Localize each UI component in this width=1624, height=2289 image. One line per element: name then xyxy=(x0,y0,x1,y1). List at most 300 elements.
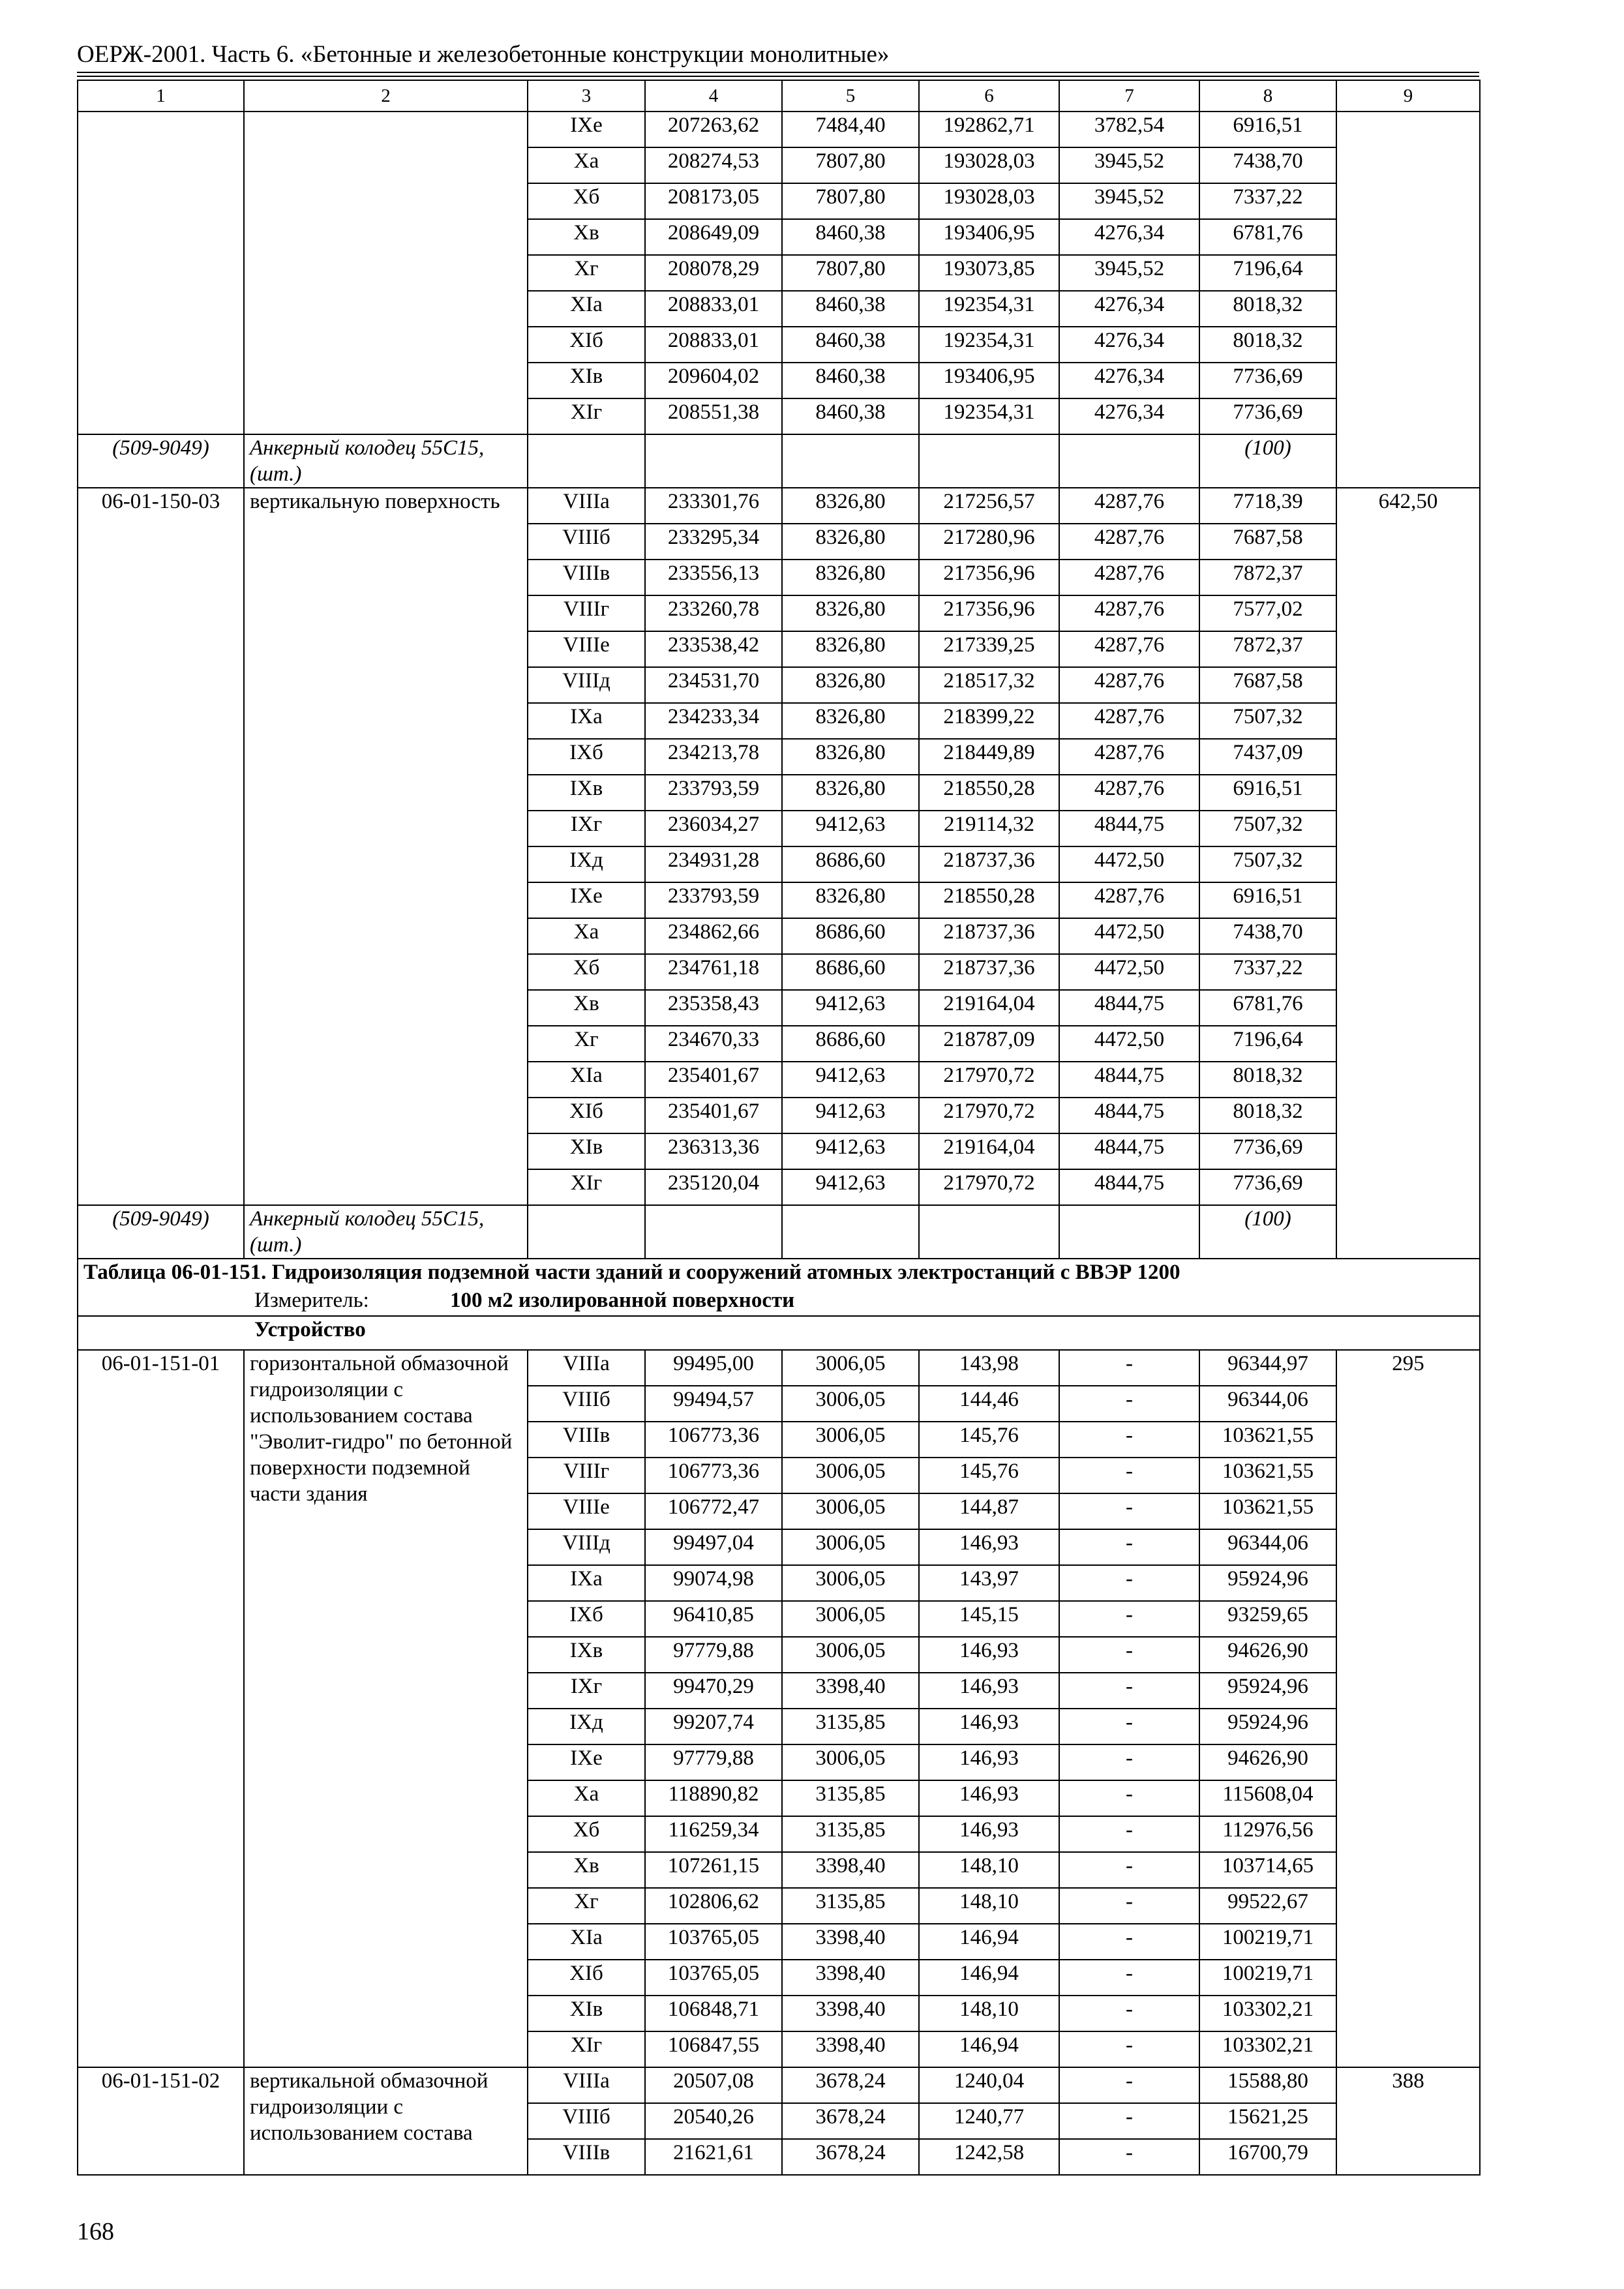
table-cell: 217356,96 xyxy=(919,595,1059,631)
table-cell: 8460,38 xyxy=(782,398,919,434)
table-cell: 218737,36 xyxy=(919,954,1059,990)
table-cell: IXб xyxy=(528,739,645,775)
table-cell: 234670,33 xyxy=(645,1026,782,1062)
table-cell: XIг xyxy=(528,1169,645,1205)
table-cell: 96344,06 xyxy=(1199,1386,1336,1422)
table-cell: 8686,60 xyxy=(782,918,919,954)
section-row xyxy=(78,1316,1480,1350)
section-heading-text: Устройство xyxy=(254,1318,366,1341)
table-cell: VIIIб xyxy=(528,524,645,560)
table-cell: XIв xyxy=(528,1133,645,1169)
table-cell: 217339,25 xyxy=(919,631,1059,667)
table-cell: 3006,05 xyxy=(782,1637,919,1673)
table-cell: 8326,80 xyxy=(782,775,919,811)
table-cell: 208551,38 xyxy=(645,398,782,434)
table-cell: 146,93 xyxy=(919,1637,1059,1673)
table-cell: - xyxy=(1059,1565,1199,1601)
table-title-text: Таблица 06-01-151. Гидроизоляция подземной части зданий и сооружений атомных электростанций с ВВЭР 1200 xyxy=(83,1261,1180,1284)
table-cell: 8686,60 xyxy=(782,846,919,882)
table-cell: 9412,63 xyxy=(782,1169,919,1205)
table-cell: VIIIа xyxy=(528,2067,645,2103)
table-cell: - xyxy=(1059,1458,1199,1493)
table-cell: 9412,63 xyxy=(782,1133,919,1169)
table-cell: 236313,36 xyxy=(645,1133,782,1169)
table-cell: VIIIб xyxy=(528,2103,645,2139)
table-cell: 15621,25 xyxy=(1199,2103,1336,2139)
table-cell: 8686,60 xyxy=(782,1026,919,1062)
column-number: 2 xyxy=(244,80,528,112)
table-cell: IXд xyxy=(528,1709,645,1744)
table-cell: 146,93 xyxy=(919,1744,1059,1780)
table-cell: 4276,34 xyxy=(1059,398,1199,434)
table-cell: 145,15 xyxy=(919,1601,1059,1637)
table-cell xyxy=(528,434,645,488)
table-cell: 7687,58 xyxy=(1199,667,1336,703)
table-cell: 7872,37 xyxy=(1199,631,1336,667)
table-cell: 8326,80 xyxy=(782,631,919,667)
table-cell: 106773,36 xyxy=(645,1458,782,1493)
table-cell: 3398,40 xyxy=(782,1852,919,1888)
table-cell: 146,93 xyxy=(919,1709,1059,1744)
table-cell: 7437,09 xyxy=(1199,739,1336,775)
table-cell: 20507,08 xyxy=(645,2067,782,2103)
table-cell: 8326,80 xyxy=(782,560,919,595)
table-cell: 218550,28 xyxy=(919,775,1059,811)
table-cell: 103765,05 xyxy=(645,1960,782,1996)
section-heading xyxy=(78,1316,1480,1350)
table-cell: 146,93 xyxy=(919,1816,1059,1852)
table-cell: 218550,28 xyxy=(919,882,1059,918)
header-rule xyxy=(77,72,1479,73)
column-9-value: 295 xyxy=(1336,1350,1480,2067)
table-cell: - xyxy=(1059,1924,1199,1960)
table-cell: 146,93 xyxy=(919,1529,1059,1565)
table-cell: 217970,72 xyxy=(919,1169,1059,1205)
table-cell: VIIIв xyxy=(528,2139,645,2175)
table-cell: 209604,02 xyxy=(645,363,782,398)
table-cell: XIб xyxy=(528,1960,645,1996)
column-number: 4 xyxy=(645,80,782,112)
table-title-row xyxy=(78,1259,1480,1316)
table-cell: 193406,95 xyxy=(919,363,1059,398)
table-cell: 234761,18 xyxy=(645,954,782,990)
table-cell: 9412,63 xyxy=(782,990,919,1026)
work-description: вертикальную поверхность xyxy=(244,488,528,1205)
table-cell: 235401,67 xyxy=(645,1098,782,1133)
table-cell xyxy=(645,434,782,488)
table-cell: XIа xyxy=(528,1062,645,1098)
table-cell: 6781,76 xyxy=(1199,219,1336,255)
page-number: 168 xyxy=(77,2218,114,2245)
table-cell: 95924,96 xyxy=(1199,1565,1336,1601)
column-9-value xyxy=(1336,112,1480,488)
table-cell: 233793,59 xyxy=(645,882,782,918)
table-cell: IXв xyxy=(528,1637,645,1673)
table-cell: Xв xyxy=(528,1852,645,1888)
column-9-value: 642,50 xyxy=(1336,488,1480,1259)
table-row xyxy=(78,488,1480,524)
table-cell: 96410,85 xyxy=(645,1601,782,1637)
table-cell: 192354,31 xyxy=(919,398,1059,434)
work-description xyxy=(244,112,528,434)
table-cell: 7577,02 xyxy=(1199,595,1336,631)
table-cell: - xyxy=(1059,1493,1199,1529)
table-cell: 94626,90 xyxy=(1199,1744,1336,1780)
table-cell: 4276,34 xyxy=(1059,327,1199,363)
table-cell: 8460,38 xyxy=(782,327,919,363)
table-cell: VIIIг xyxy=(528,1458,645,1493)
column-9-value: 388 xyxy=(1336,2067,1480,2175)
table-cell: 3398,40 xyxy=(782,1924,919,1960)
table-cell: VIIIа xyxy=(528,488,645,524)
table-cell: 218737,36 xyxy=(919,846,1059,882)
table-cell: 4287,76 xyxy=(1059,631,1199,667)
table-cell: 115608,04 xyxy=(1199,1780,1336,1816)
table-cell xyxy=(645,1205,782,1259)
table-cell: 7687,58 xyxy=(1199,524,1336,560)
table-cell: 193406,95 xyxy=(919,219,1059,255)
table-cell: 217256,57 xyxy=(919,488,1059,524)
table-cell: 96344,06 xyxy=(1199,1529,1336,1565)
table-cell: 116259,34 xyxy=(645,1816,782,1852)
table-cell: 103621,55 xyxy=(1199,1458,1336,1493)
table-cell: 233295,34 xyxy=(645,524,782,560)
table-cell: - xyxy=(1059,1996,1199,2031)
table-cell: 233301,76 xyxy=(645,488,782,524)
table-cell: 112976,56 xyxy=(1199,1816,1336,1852)
column-number: 8 xyxy=(1199,80,1336,112)
table-cell: 146,93 xyxy=(919,1780,1059,1816)
table-cell: 234531,70 xyxy=(645,667,782,703)
table-cell: 97779,88 xyxy=(645,1637,782,1673)
table-cell: 233793,59 xyxy=(645,775,782,811)
table-cell: - xyxy=(1059,1744,1199,1780)
table-cell: - xyxy=(1059,1350,1199,1386)
table-cell: 7736,69 xyxy=(1199,363,1336,398)
table-cell: 3945,52 xyxy=(1059,255,1199,291)
table-cell: 7196,64 xyxy=(1199,1026,1336,1062)
table-cell: 9412,63 xyxy=(782,811,919,846)
table-cell: 233260,78 xyxy=(645,595,782,631)
table-cell: Xв xyxy=(528,990,645,1026)
table-cell: 192354,31 xyxy=(919,291,1059,327)
table-cell: 145,76 xyxy=(919,1422,1059,1458)
table-cell: 6916,51 xyxy=(1199,775,1336,811)
table-cell: 7807,80 xyxy=(782,183,919,219)
table-cell: 233556,13 xyxy=(645,560,782,595)
work-description: горизонтальной обмазочной гидроизоляции с использованием состава "Эволит-гидро" по бетонной поверхности подземной части здания xyxy=(244,1350,528,2067)
table-cell: 193028,03 xyxy=(919,147,1059,183)
table-cell: - xyxy=(1059,1637,1199,1673)
table-cell: 99522,67 xyxy=(1199,1888,1336,1924)
table-cell: XIб xyxy=(528,1098,645,1133)
table-cell: VIIIа xyxy=(528,1350,645,1386)
table-cell: Xб xyxy=(528,1816,645,1852)
table-cell xyxy=(1059,434,1199,488)
table-cell: 4287,76 xyxy=(1059,775,1199,811)
table-cell: 4276,34 xyxy=(1059,363,1199,398)
table-cell: Xг xyxy=(528,1026,645,1062)
table-cell: 4287,76 xyxy=(1059,560,1199,595)
table-cell: 3945,52 xyxy=(1059,183,1199,219)
table-cell: 3678,24 xyxy=(782,2067,919,2103)
table-cell: Xг xyxy=(528,1888,645,1924)
table-row xyxy=(78,2067,1480,2103)
table-cell: 7337,22 xyxy=(1199,183,1336,219)
table-cell: 4472,50 xyxy=(1059,954,1199,990)
table-cell: 1240,04 xyxy=(919,2067,1059,2103)
table-cell: 218787,09 xyxy=(919,1026,1059,1062)
table-cell: Xа xyxy=(528,1780,645,1816)
table-cell: 99497,04 xyxy=(645,1529,782,1565)
table-cell: 8018,32 xyxy=(1199,1098,1336,1133)
table-cell: 208173,05 xyxy=(645,183,782,219)
table-cell: IXа xyxy=(528,703,645,739)
table-cell: 3945,52 xyxy=(1059,147,1199,183)
table-cell: 4276,34 xyxy=(1059,291,1199,327)
table-cell: 4287,76 xyxy=(1059,667,1199,703)
table-cell: 146,93 xyxy=(919,1673,1059,1709)
table-cell: 4287,76 xyxy=(1059,882,1199,918)
table-cell: 95924,96 xyxy=(1199,1709,1336,1744)
table-cell: 7196,64 xyxy=(1199,255,1336,291)
table-cell: VIIIг xyxy=(528,595,645,631)
anchor-code: (509-9049) xyxy=(78,1205,244,1259)
table-cell: - xyxy=(1059,1601,1199,1637)
table-cell: XIг xyxy=(528,398,645,434)
table-cell: 145,76 xyxy=(919,1458,1059,1493)
table-cell: 7507,32 xyxy=(1199,811,1336,846)
table-cell: 3006,05 xyxy=(782,1458,919,1493)
anchor-quantity: (100) xyxy=(1199,434,1336,488)
table-cell: 7736,69 xyxy=(1199,1133,1336,1169)
table-cell: 95924,96 xyxy=(1199,1673,1336,1709)
table-cell: 235358,43 xyxy=(645,990,782,1026)
table-cell: 208833,01 xyxy=(645,291,782,327)
table-cell: 234931,28 xyxy=(645,846,782,882)
rate-code xyxy=(78,112,244,434)
table-cell: 99495,00 xyxy=(645,1350,782,1386)
table-cell: 21621,61 xyxy=(645,2139,782,2175)
table-cell: 6916,51 xyxy=(1199,882,1336,918)
table-cell xyxy=(782,1205,919,1259)
table-cell: 217970,72 xyxy=(919,1062,1059,1098)
table-cell: 4276,34 xyxy=(1059,219,1199,255)
table-cell: 234213,78 xyxy=(645,739,782,775)
table-cell: 208649,09 xyxy=(645,219,782,255)
table-cell: 8326,80 xyxy=(782,882,919,918)
table-cell: 3135,85 xyxy=(782,1780,919,1816)
table-cell: 15588,80 xyxy=(1199,2067,1336,2103)
table-cell: 217970,72 xyxy=(919,1098,1059,1133)
table-cell: 4472,50 xyxy=(1059,918,1199,954)
table-cell: 3006,05 xyxy=(782,1350,919,1386)
table-cell: VIIIд xyxy=(528,1529,645,1565)
table-cell: 102806,62 xyxy=(645,1888,782,1924)
table-cell: 192354,31 xyxy=(919,327,1059,363)
table-cell: - xyxy=(1059,1816,1199,1852)
table-cell: - xyxy=(1059,2067,1199,2103)
table-cell: 100219,71 xyxy=(1199,1924,1336,1960)
table-cell: IXг xyxy=(528,1673,645,1709)
table-cell: 7807,80 xyxy=(782,147,919,183)
table-cell: 7736,69 xyxy=(1199,398,1336,434)
table-cell: 3006,05 xyxy=(782,1493,919,1529)
table-cell: 233538,42 xyxy=(645,631,782,667)
rate-code: 06-01-150-03 xyxy=(78,488,244,1205)
table-cell: - xyxy=(1059,2139,1199,2175)
table-cell: 3678,24 xyxy=(782,2103,919,2139)
table-cell: 7872,37 xyxy=(1199,560,1336,595)
table-cell: 3135,85 xyxy=(782,1816,919,1852)
table-cell: 3398,40 xyxy=(782,1673,919,1709)
table-cell: 107261,15 xyxy=(645,1852,782,1888)
table-cell: 8018,32 xyxy=(1199,291,1336,327)
table-cell: 148,10 xyxy=(919,1888,1059,1924)
table-cell: 8326,80 xyxy=(782,595,919,631)
table-cell: 100219,71 xyxy=(1199,1960,1336,1996)
table-cell: 143,97 xyxy=(919,1565,1059,1601)
table-cell: 234862,66 xyxy=(645,918,782,954)
table-cell xyxy=(782,434,919,488)
table-cell: 106773,36 xyxy=(645,1422,782,1458)
table-cell: 234233,34 xyxy=(645,703,782,739)
table-cell: 3782,54 xyxy=(1059,112,1199,147)
table-row xyxy=(78,1350,1480,1386)
table-cell: - xyxy=(1059,1386,1199,1422)
table-cell: VIIIв xyxy=(528,560,645,595)
table-cell: VIIIе xyxy=(528,1493,645,1529)
table-cell: 8018,32 xyxy=(1199,327,1336,363)
table-cell: 208833,01 xyxy=(645,327,782,363)
table-cell: XIа xyxy=(528,291,645,327)
table-cell: VIIIе xyxy=(528,631,645,667)
table-cell: 1242,58 xyxy=(919,2139,1059,2175)
table-cell: 3006,05 xyxy=(782,1565,919,1601)
anchor-code: (509-9049) xyxy=(78,434,244,488)
table-cell: XIг xyxy=(528,2031,645,2067)
table-cell: 20540,26 xyxy=(645,2103,782,2139)
table-cell: 4844,75 xyxy=(1059,990,1199,1026)
table-cell: - xyxy=(1059,1888,1199,1924)
anchor-name: Анкерный колодец 55С15, (шт.) xyxy=(244,1205,528,1259)
table-cell: 7736,69 xyxy=(1199,1169,1336,1205)
table-cell: 8326,80 xyxy=(782,488,919,524)
table-cell: 4844,75 xyxy=(1059,1062,1199,1098)
table-cell: Xб xyxy=(528,954,645,990)
header-rule xyxy=(77,76,1479,77)
table-cell: 99470,29 xyxy=(645,1673,782,1709)
work-description: вертикальной обмазочной гидроизоляции с использованием состава xyxy=(244,2067,528,2175)
table-cell: 218399,22 xyxy=(919,703,1059,739)
column-number: 6 xyxy=(919,80,1059,112)
table-cell: 3398,40 xyxy=(782,2031,919,2067)
table-cell: XIв xyxy=(528,1996,645,2031)
rate-code: 06-01-151-01 xyxy=(78,1350,244,2067)
table-cell: 8460,38 xyxy=(782,291,919,327)
table-cell: 3398,40 xyxy=(782,1996,919,2031)
table-cell: IXа xyxy=(528,1565,645,1601)
table-cell xyxy=(528,1205,645,1259)
table-cell: 192862,71 xyxy=(919,112,1059,147)
table-cell: 7718,39 xyxy=(1199,488,1336,524)
table-cell: Xа xyxy=(528,918,645,954)
table-cell: 3135,85 xyxy=(782,1709,919,1744)
table-cell: - xyxy=(1059,1709,1199,1744)
table-cell: 146,94 xyxy=(919,2031,1059,2067)
table-cell: Xа xyxy=(528,147,645,183)
running-header: ОЕРЖ-2001. Часть 6. «Бетонные и железобетонные конструкции монолитные» xyxy=(77,41,890,68)
table-cell: 193073,85 xyxy=(919,255,1059,291)
table-cell: 106772,47 xyxy=(645,1493,782,1529)
table-cell: 103621,55 xyxy=(1199,1422,1336,1458)
table-cell xyxy=(919,1205,1059,1259)
table-cell: 3006,05 xyxy=(782,1386,919,1422)
table-cell: 144,46 xyxy=(919,1386,1059,1422)
table-cell: 148,10 xyxy=(919,1852,1059,1888)
table-cell: 103765,05 xyxy=(645,1924,782,1960)
table-cell: 8326,80 xyxy=(782,667,919,703)
table-cell: 4472,50 xyxy=(1059,846,1199,882)
table-cell: 8326,80 xyxy=(782,524,919,560)
table-cell: 4844,75 xyxy=(1059,811,1199,846)
table-cell: 4287,76 xyxy=(1059,703,1199,739)
table-cell: 99207,74 xyxy=(645,1709,782,1744)
table-cell: 3135,85 xyxy=(782,1888,919,1924)
table-cell: 8460,38 xyxy=(782,363,919,398)
anchor-row xyxy=(78,434,1480,488)
table-cell: 8326,80 xyxy=(782,739,919,775)
table-cell: 143,98 xyxy=(919,1350,1059,1386)
table-cell: 8326,80 xyxy=(782,703,919,739)
table-cell: 3006,05 xyxy=(782,1744,919,1780)
table-cell: 3398,40 xyxy=(782,1960,919,1996)
table-cell: Xв xyxy=(528,219,645,255)
measure-value: 100 м2 изолированной поверхности xyxy=(450,1289,795,1312)
table-cell: 103714,65 xyxy=(1199,1852,1336,1888)
table-cell: 106847,55 xyxy=(645,2031,782,2067)
table-cell: 218449,89 xyxy=(919,739,1059,775)
table-cell: 7337,22 xyxy=(1199,954,1336,990)
table-cell: 4287,76 xyxy=(1059,739,1199,775)
table-cell: 103302,21 xyxy=(1199,1996,1336,2031)
table-cell: IXд xyxy=(528,846,645,882)
anchor-quantity: (100) xyxy=(1199,1205,1336,1259)
table-cell: 103621,55 xyxy=(1199,1493,1336,1529)
table-cell: 9412,63 xyxy=(782,1062,919,1098)
table-cell: 4844,75 xyxy=(1059,1133,1199,1169)
table-cell: 208078,29 xyxy=(645,255,782,291)
table-cell: 235120,04 xyxy=(645,1169,782,1205)
column-number: 1 xyxy=(78,80,244,112)
table-cell: 7438,70 xyxy=(1199,918,1336,954)
column-number: 5 xyxy=(782,80,919,112)
table-cell: IXб xyxy=(528,1601,645,1637)
rate-code: 06-01-151-02 xyxy=(78,2067,244,2175)
table-cell: 4844,75 xyxy=(1059,1098,1199,1133)
table-cell: IXе xyxy=(528,112,645,147)
table-cell: 193028,03 xyxy=(919,183,1059,219)
table-cell: - xyxy=(1059,1852,1199,1888)
table-cell: 219164,04 xyxy=(919,990,1059,1026)
table-cell: 207263,62 xyxy=(645,112,782,147)
table-cell: 8686,60 xyxy=(782,954,919,990)
table-cell: 4287,76 xyxy=(1059,595,1199,631)
table-cell: 218737,36 xyxy=(919,918,1059,954)
column-number: 3 xyxy=(528,80,645,112)
table-cell: IXе xyxy=(528,1744,645,1780)
table-cell: 148,10 xyxy=(919,1996,1059,2031)
